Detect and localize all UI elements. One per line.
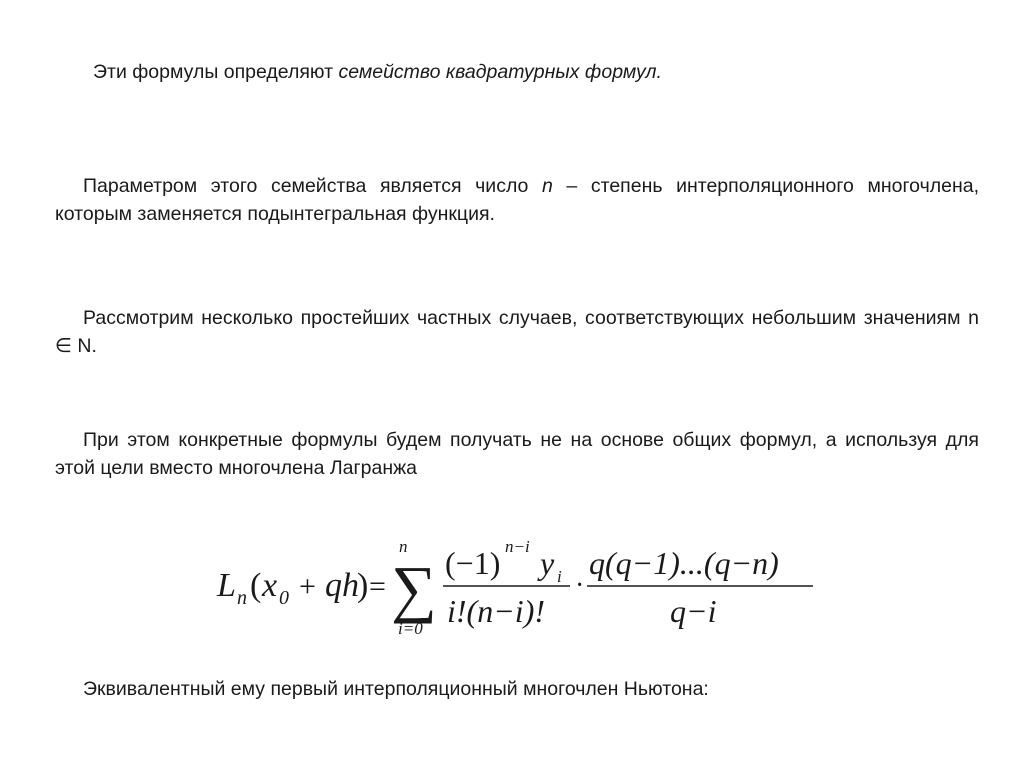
formula-x-subscript: 0 xyxy=(279,587,289,609)
sum-upper-limit: n xyxy=(399,537,408,556)
frac1-numerator-exponent: n−i xyxy=(505,537,530,556)
formula-qh: qh xyxy=(325,567,359,604)
lagrange-formula xyxy=(205,530,825,640)
frac1-denominator: i!(n−i)! xyxy=(447,593,545,629)
frac2-numerator: q(q−1)...(q−n) xyxy=(589,545,779,581)
p2-text-b: N. xyxy=(72,335,97,357)
intro-line xyxy=(93,58,662,86)
formula-lhs-close: ) xyxy=(357,567,369,604)
formula-x: x xyxy=(262,567,278,604)
p1-variable-n: n xyxy=(541,175,553,197)
frac1-numerator-y-subscript: i xyxy=(557,567,562,586)
formula-L-subscript: n xyxy=(237,587,247,609)
p1-text-a: Параметром этого семейства является число xyxy=(83,175,542,197)
p3-text: При этом конкретные формулы будем получать не на основе общих формул, а используя для этой цели вместо многочлена Лагранжа xyxy=(55,429,979,479)
paragraph-lagrange xyxy=(55,426,979,482)
formula-equals: = xyxy=(369,570,386,603)
formula-L: L xyxy=(217,567,236,604)
p1-text-b: – степень интерполяционного многочлена, которым заменяется подынтегральная функция. xyxy=(55,175,979,225)
paragraph-newton: Эквивалентный ему первый интерполяционный многочлен Ньютона: xyxy=(83,678,709,700)
intro-emphasis: семейство квадратурных формул. xyxy=(338,61,662,83)
sum-sign: ∑ xyxy=(391,553,437,624)
p2-element-of-symbol: ∈ xyxy=(55,335,72,357)
formula-lhs-open: ( xyxy=(250,567,262,604)
sum-lower-limit: i=0 xyxy=(398,619,423,638)
paragraph-parameter xyxy=(55,172,979,228)
intro-prefix: Эти формулы определяют xyxy=(93,61,339,83)
frac1-numerator-y: y xyxy=(540,545,555,581)
frac2-denominator: q−i xyxy=(670,593,717,629)
formula-multiply-dot: · xyxy=(575,570,585,601)
formula-svg xyxy=(205,530,825,640)
formula-plus: + xyxy=(299,570,316,603)
paragraph-special-cases xyxy=(55,304,979,360)
frac1-numerator-base: (−1) xyxy=(445,545,501,581)
p2-text-a: Рассмотрим несколько простейших частных случаев, соответствующих небольшим значениям n xyxy=(83,307,979,329)
